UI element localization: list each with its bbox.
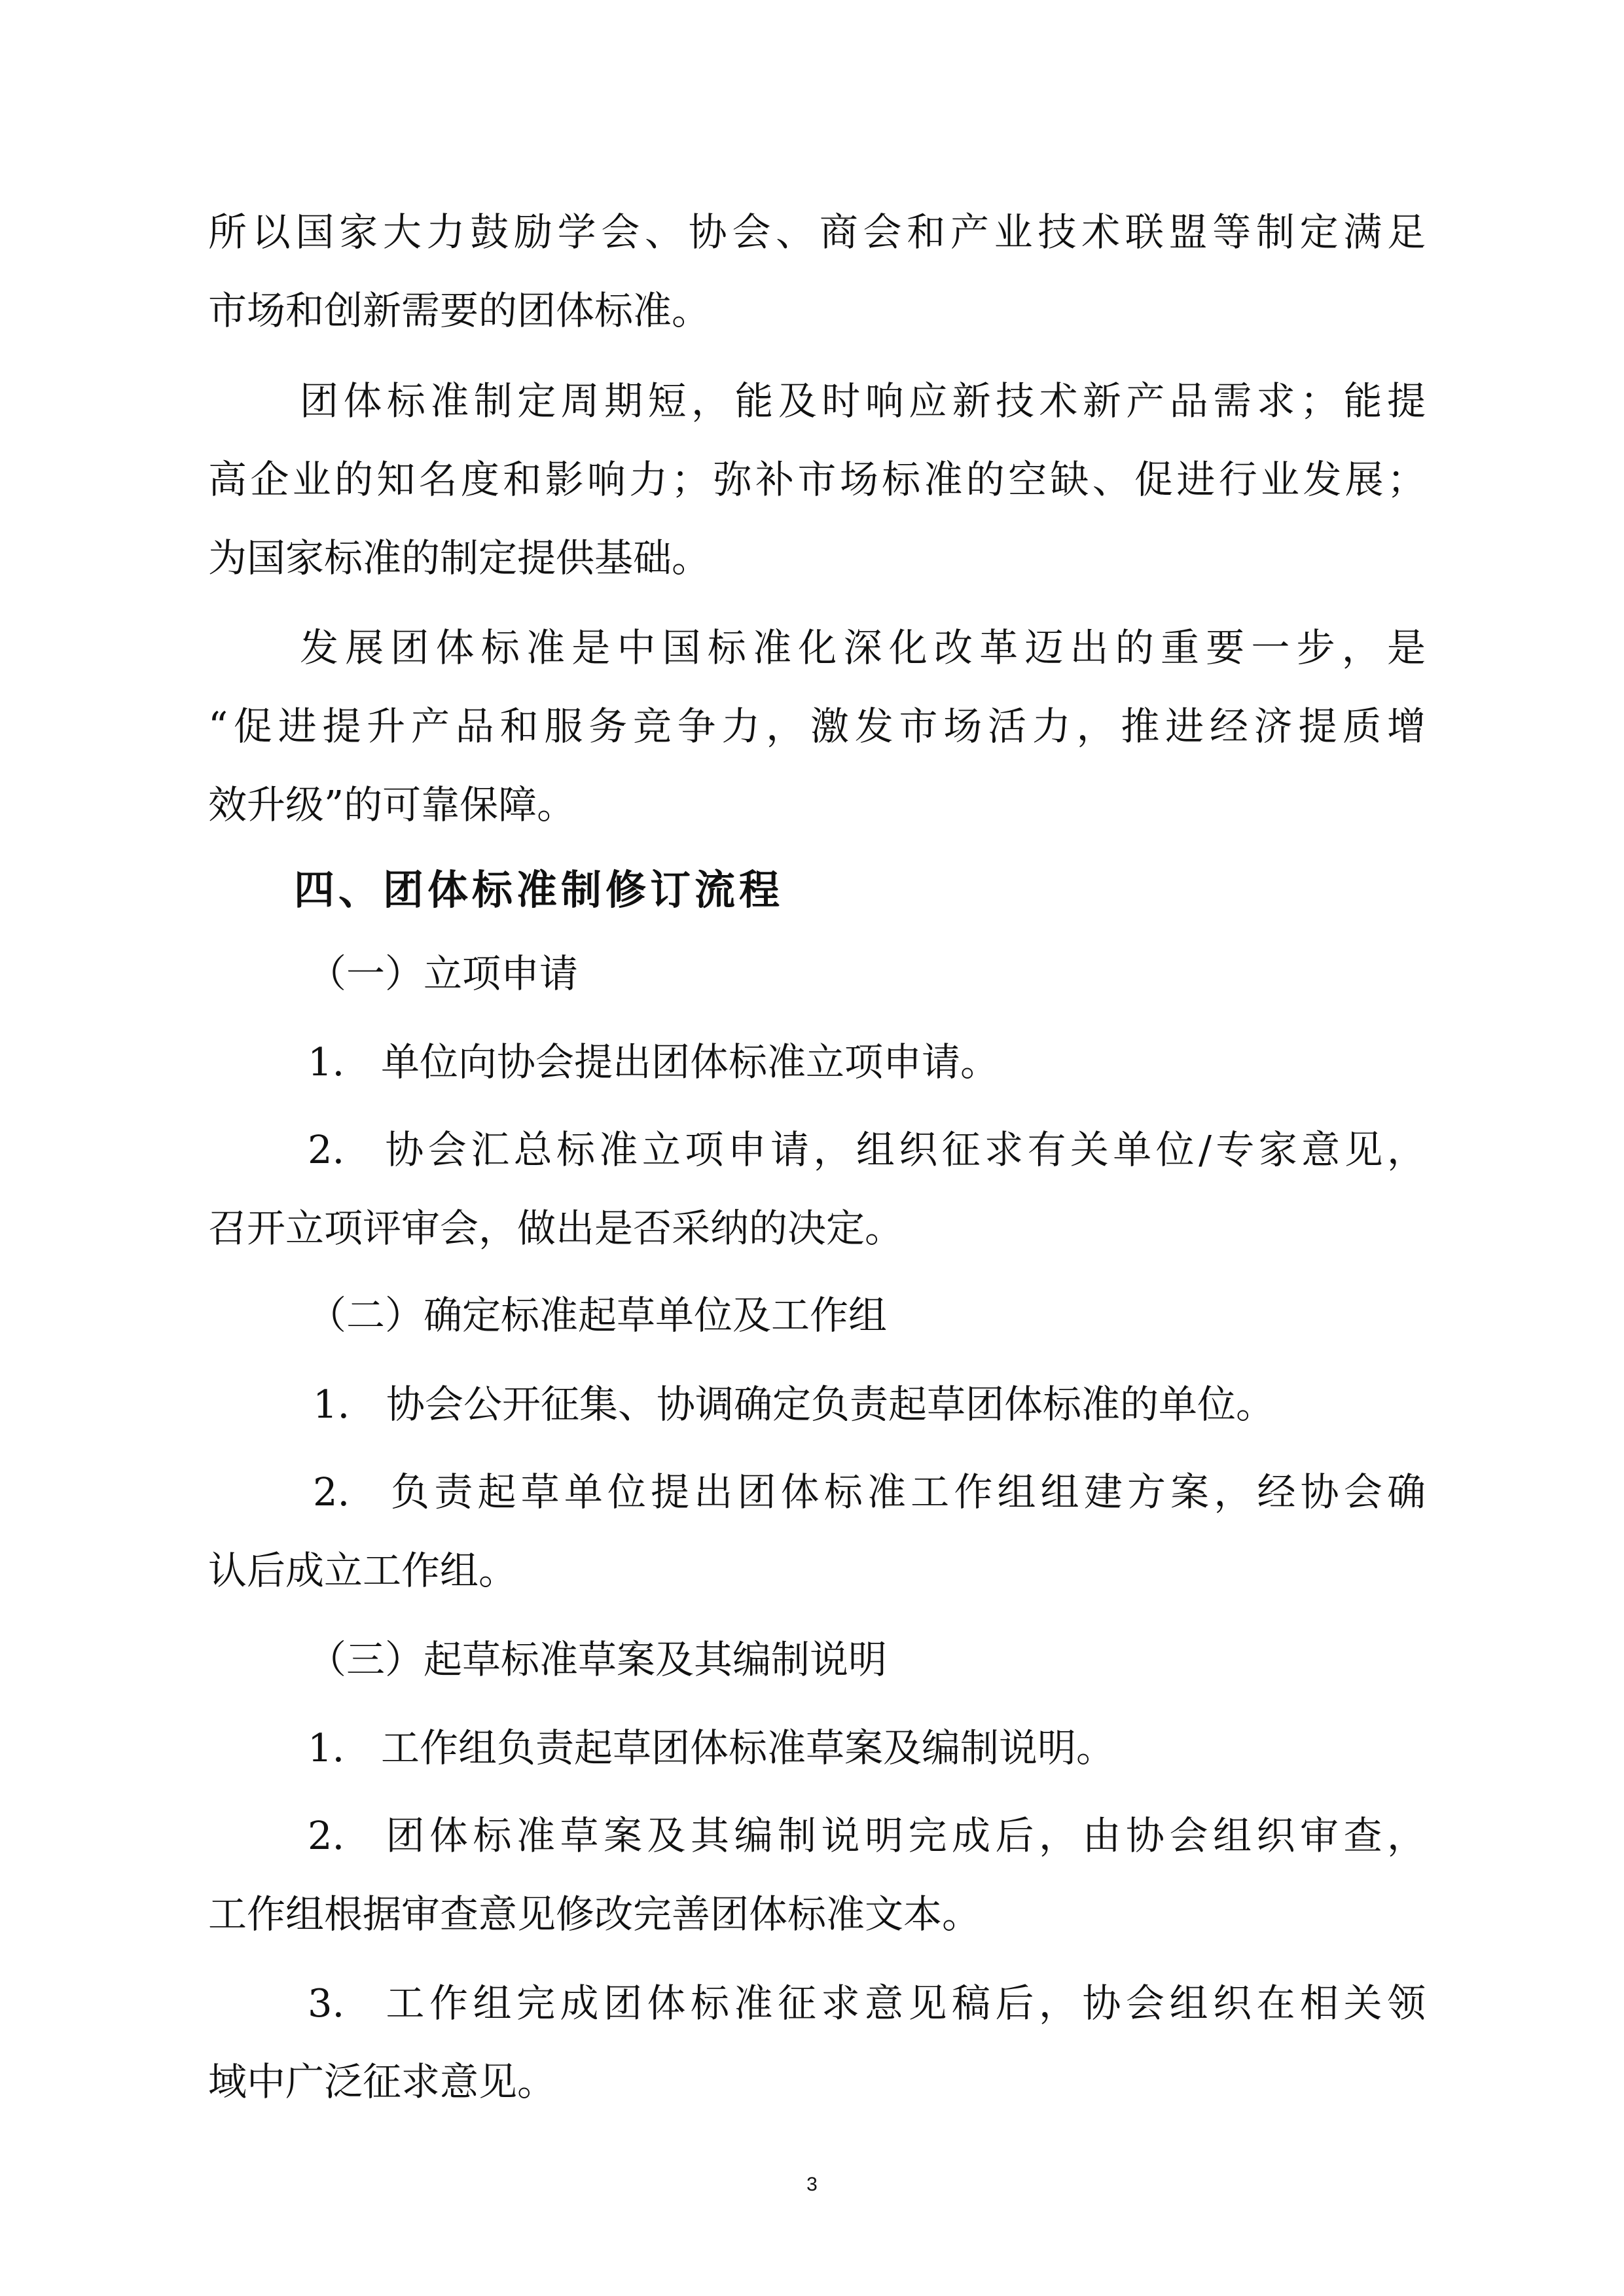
list-item-continuation: 召开立项评审会，做出是否采纳的决定。 xyxy=(208,1206,904,1251)
paragraph-line: 为国家标准的制定提供基础。 xyxy=(208,535,711,581)
paragraph-line: 发展团体标准是中国标准化深化改革迈出的重要一步，是 xyxy=(300,625,1426,670)
list-text: 协会公开征集、协调确定负责起草团体标准的单位。 xyxy=(386,1382,1275,1427)
list-number: 2. xyxy=(313,1469,350,1515)
list-text: 协会汇总标准立项申请，组织征求有关单位/专家意见， xyxy=(381,1127,1426,1172)
list-text: 负责起草单位提出团体标准工作组组建方案，经协会确 xyxy=(386,1469,1426,1515)
list-number: 3. xyxy=(308,1981,345,2026)
list-item xyxy=(308,1722,1115,1774)
section-heading: 四、团体标准制修订流程 xyxy=(294,866,784,914)
list-item xyxy=(313,1378,1274,1431)
list-item-continuation: 域中广泛征求意见。 xyxy=(208,2059,556,2104)
paragraph-line: 市场和创新需要的团体标准。 xyxy=(208,288,711,333)
paragraph-line: 高企业的知名度和影响力；弥补市场标准的空缺、促进行业发展； xyxy=(208,457,1426,502)
list-item xyxy=(313,1466,1426,1518)
subsection-title: （三）起草标准草案及其编制说明 xyxy=(308,1637,888,1682)
paragraph-line: 效升级”的可靠保障。 xyxy=(208,782,576,827)
paragraph-line: “促进提升产品和服务竞争力，激发市场活力，推进经济提质增 xyxy=(208,704,1426,749)
list-text: 工作组完成团体标准征求意见稿后，协会组织在相关领 xyxy=(381,1981,1426,2026)
list-item xyxy=(308,1977,1426,2030)
paragraph-line: 团体标准制定周期短，能及时响应新技术新产品需求；能提 xyxy=(300,378,1426,423)
list-item xyxy=(308,1036,999,1088)
list-number: 1. xyxy=(308,1039,345,1085)
list-item-continuation: 认后成立工作组。 xyxy=(208,1548,518,1593)
page-number: 3 xyxy=(806,2174,818,2195)
paragraph-line: 所以国家大力鼓励学会、协会、商会和产业技术联盟等制定满足 xyxy=(208,209,1426,255)
list-number: 1. xyxy=(313,1382,350,1427)
list-text: 团体标准草案及其编制说明完成后，由协会组织审查， xyxy=(381,1813,1426,1858)
list-number: 2. xyxy=(308,1813,345,1858)
subsection-title: （二）确定标准起草单位及工作组 xyxy=(308,1293,888,1338)
subsection-title: （一）立项申请 xyxy=(308,951,579,996)
list-item xyxy=(308,1810,1426,1862)
list-text: 工作组负责起草团体标准草案及编制说明。 xyxy=(381,1725,1115,1770)
list-text: 单位向协会提出团体标准立项申请。 xyxy=(381,1039,1000,1085)
list-item xyxy=(308,1124,1426,1176)
list-number: 2. xyxy=(308,1127,345,1172)
list-number: 1. xyxy=(308,1725,345,1770)
list-item-continuation: 工作组根据审查意见修改完善团体标准文本。 xyxy=(208,1892,981,1937)
